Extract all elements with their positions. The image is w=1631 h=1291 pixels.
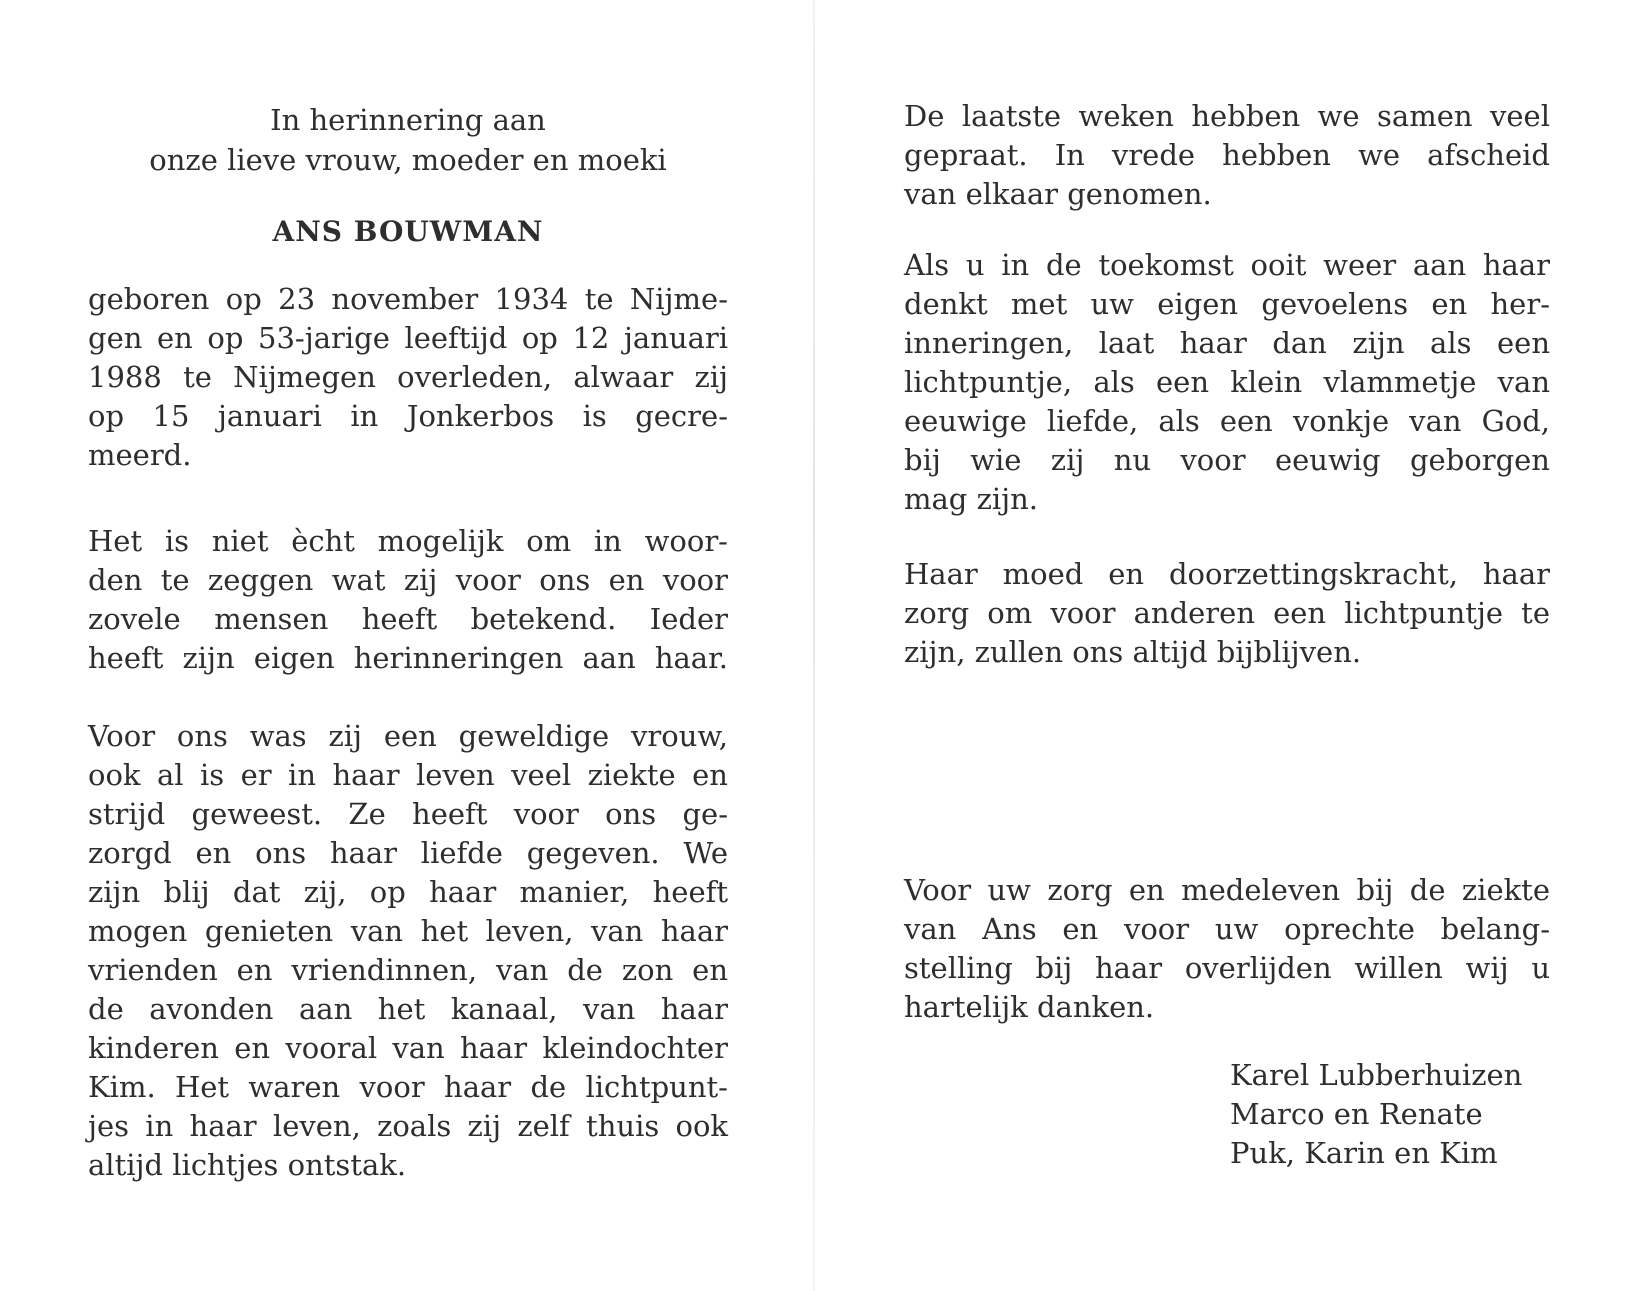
text-line: op 15 januari in Jonkerbos is gecre- xyxy=(88,399,728,433)
text-line: kinderen en vooral van haar kleindochter xyxy=(88,1031,728,1065)
farewell-paragraph xyxy=(904,97,1550,214)
intro-line-2: onze lieve vrouw, moeder en moeki xyxy=(149,143,667,177)
text-line: stelling bij haar overlijden willen wij u xyxy=(904,951,1550,985)
text-line: geboren op 23 november 1934 te Nijme- xyxy=(88,282,728,316)
thanks-paragraph xyxy=(904,871,1550,1027)
deceased-name: ANS BOUWMAN xyxy=(272,215,544,248)
life-paragraph xyxy=(88,717,728,1185)
signature-line: Puk, Karin en Kim xyxy=(1230,1136,1498,1170)
text-line: bij wie zij nu voor eeuwig geborgen xyxy=(904,443,1550,477)
text-line: De laatste weken hebben we samen veel xyxy=(904,99,1550,133)
family-signatures xyxy=(1230,1056,1522,1173)
text-line: ook al is er in haar leven veel ziekte en xyxy=(88,758,728,792)
text-line: den te zeggen wat zij voor ons en voor xyxy=(88,563,728,597)
text-line: Als u in de toekomst ooit weer aan haar xyxy=(904,248,1550,282)
courage-paragraph xyxy=(904,555,1550,672)
meaning-paragraph xyxy=(88,522,728,678)
text-line: mogen genieten van het leven, van haar xyxy=(88,914,728,948)
text-line: inneringen, laat haar dan zijn als een xyxy=(904,326,1550,360)
left-page xyxy=(88,0,728,1291)
text-line: zorg om voor anderen een lichtpuntje te xyxy=(904,596,1550,630)
text-line: strijd geweest. Ze heeft voor ons ge- xyxy=(88,797,728,831)
right-page xyxy=(904,0,1550,1291)
text-line: zovele mensen heeft betekend. Ieder xyxy=(88,602,728,636)
text-line: zijn blij dat zij, op haar manier, heeft xyxy=(88,875,728,909)
text-line: zorgd en ons haar liefde gegeven. We xyxy=(88,836,728,870)
text-line: heeft zijn eigen herinneringen aan haar. xyxy=(88,641,728,675)
text-line: lichtpuntje, als een klein vlammetje van xyxy=(904,365,1550,399)
text-line: mag zijn. xyxy=(904,482,1039,516)
signature-line: Karel Lubberhuizen xyxy=(1230,1058,1523,1092)
card-fold-line xyxy=(813,0,815,1291)
text-line: 1988 te Nijmegen overleden, alwaar zij xyxy=(88,360,728,394)
birth-death-paragraph xyxy=(88,280,728,475)
text-line: Voor uw zorg en medeleven bij de ziekte xyxy=(904,873,1550,907)
text-line: Kim. Het waren voor haar de lichtpunt- xyxy=(88,1070,728,1104)
text-line: gepraat. In vrede hebben we afscheid xyxy=(904,138,1550,172)
text-line: Haar moed en doorzettingskracht, haar xyxy=(904,557,1550,591)
text-line: van elkaar genomen. xyxy=(904,177,1212,211)
text-line: Het is niet ècht mogelijk om in woor- xyxy=(88,524,728,558)
text-line: van Ans en voor uw oprechte belang- xyxy=(904,912,1550,946)
text-line: gen en op 53-jarige leeftijd op 12 januari xyxy=(88,321,728,355)
text-line: de avonden aan het kanaal, van haar xyxy=(88,992,728,1026)
text-line: eeuwige liefde, als een vonkje van God, xyxy=(904,404,1550,438)
text-line: hartelijk danken. xyxy=(904,990,1155,1024)
text-line: jes in haar leven, zoals zij zelf thuis ook xyxy=(88,1109,728,1143)
text-line: denkt met uw eigen gevoelens en her- xyxy=(904,287,1550,321)
text-line: Voor ons was zij een geweldige vrouw, xyxy=(88,719,728,753)
text-line: altijd lichtjes ontstak. xyxy=(88,1148,407,1182)
text-line: meerd. xyxy=(88,438,192,472)
signature-line: Marco en Renate xyxy=(1230,1097,1483,1131)
text-line: zijn, zullen ons altijd bijblijven. xyxy=(904,635,1362,669)
text-line: vrienden en vriendinnen, van de zon en xyxy=(88,953,728,987)
intro-line-1: In herinnering aan xyxy=(270,103,546,137)
remembrance-paragraph xyxy=(904,246,1550,519)
